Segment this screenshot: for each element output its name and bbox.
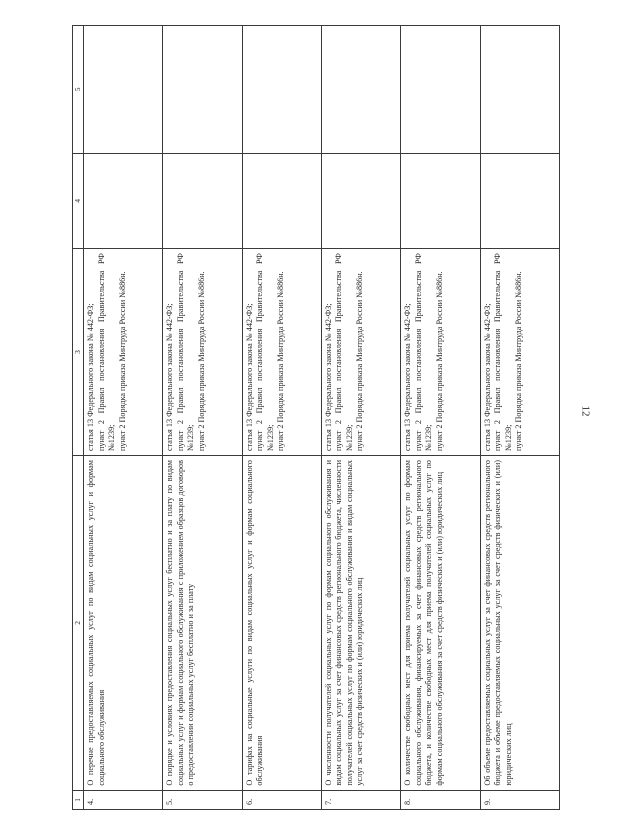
basis-line: пункт 2 Правил постановления Правительства РФ №1239;: [413, 253, 434, 451]
basis-line: пункт 2 Порядка приказа Минтруда России №886н.: [355, 271, 365, 451]
legal-basis: [321, 249, 400, 456]
row-number: 7.: [321, 790, 400, 809]
column-5-cell: [242, 26, 321, 154]
column-header-2: 2: [73, 456, 84, 791]
column-4-cell: [84, 153, 163, 248]
basis-line: пункт 2 Правил постановления Правительства РФ №1239;: [493, 253, 513, 451]
table-row: [321, 26, 400, 810]
row-number: 4.: [84, 790, 163, 809]
info-description: О тарифах на социальные услуги по видам социальных услуг и формам социального обслуживания: [242, 456, 321, 791]
basis-line: пункт 2 Правил постановления Правительства РФ №1239;: [175, 253, 196, 451]
info-table: [72, 25, 560, 810]
legal-basis: [242, 249, 321, 456]
info-description: О численности получателей социальных услуг по формам социального обслуживания и видам социальных услуг за счет финансовых средств регионального бюджета, численности получателей социальных услуг по формам социального обслуживания и видам социальных услуг за счет средств физических и (или) юридических лиц: [321, 456, 400, 791]
table-row: [242, 26, 321, 810]
row-number: 8.: [401, 790, 480, 809]
row-number: 6.: [242, 790, 321, 809]
column-4-cell: [480, 153, 559, 248]
column-5-cell: [84, 26, 163, 154]
basis-line: пункт 2 Порядка приказа Минтруда России №886н.: [434, 271, 444, 451]
column-5-cell: [321, 26, 400, 154]
info-description: О количестве свободных мест для приема получателей социальных услуг по формам социального обслуживания, финансируемых за счет финансовых средств регионального бюджета, и количестве свободных мест для приема получателей социальных услуг по формам социального обслуживания за счет средств физических и (или) юридических лиц: [401, 456, 480, 791]
column-4-cell: [401, 153, 480, 248]
table-row: [84, 26, 163, 810]
column-5-cell: [480, 26, 559, 154]
legal-basis: [84, 249, 163, 456]
column-5-cell: [401, 26, 480, 154]
basis-line: статья 13 Федерального закона № 442-ФЗ;: [323, 303, 333, 451]
row-number: 5.: [163, 790, 242, 809]
basis-line: пункт 2 Правил постановления Правительства РФ №1239;: [96, 253, 116, 451]
legal-basis: [163, 249, 242, 456]
basis-line: пункт 2 Правил постановления Правительства РФ №1239;: [255, 253, 275, 451]
row-number: 9.: [480, 790, 559, 809]
legal-basis: [401, 249, 480, 456]
legal-basis: [480, 249, 559, 456]
basis-line: пункт 2 Порядка приказа Минтруда России №886н.: [196, 271, 206, 451]
column-4-cell: [242, 153, 321, 248]
basis-line: статья 13 Федерального закона № 442-ФЗ;: [244, 303, 254, 451]
column-header-1: 1: [73, 790, 84, 809]
basis-line: статья 13 Федерального закона № 442-ФЗ;: [482, 303, 492, 451]
basis-line: пункт 2 Порядка приказа Минтруда России №886н.: [117, 271, 127, 451]
table-row: [163, 26, 242, 810]
rotated-table-wrapper: [72, 25, 560, 810]
table-header-row: [73, 26, 84, 810]
basis-line: пункт 2 Правил постановления Правительства РФ №1239;: [334, 253, 354, 451]
column-5-cell: [163, 26, 242, 154]
basis-line: статья 13 Федерального закона № 442-ФЗ;: [403, 303, 413, 451]
basis-line: пункт 2 Порядка приказа Минтруда России №886н.: [514, 271, 524, 451]
column-header-4: 4: [73, 153, 84, 248]
basis-line: статья 13 Федерального закона № 442-ФЗ;: [86, 303, 95, 451]
basis-line: пункт 2 Порядка приказа Минтруда России №886н.: [276, 271, 286, 451]
table-row: [480, 26, 559, 810]
basis-line: статья 13 Федерального закона № 442-ФЗ;: [165, 303, 175, 451]
info-description: Об объеме предоставляемых социальных услуг за счет финансовых средств регионального бюджета и объеме предоставляемых социальных услуг за счет средств физических и (или) юридических лиц: [480, 456, 559, 791]
column-header-3: 3: [73, 249, 84, 456]
page-number: 12: [579, 405, 592, 417]
info-description: О порядке и условиях предоставления социальных услуг бесплатно и за плату по видам социальных услуг и формам социального обслуживания с приложением образцов договоров о предоставлении социальных услуг бесплатно и за плату: [163, 456, 242, 791]
column-4-cell: [321, 153, 400, 248]
table-row: [401, 26, 480, 810]
info-description: О перечне предоставляемых социальных услуг по видам социальных услуг и формам социального обслуживания: [84, 456, 163, 791]
column-4-cell: [163, 153, 242, 248]
column-header-5: 5: [73, 26, 84, 154]
